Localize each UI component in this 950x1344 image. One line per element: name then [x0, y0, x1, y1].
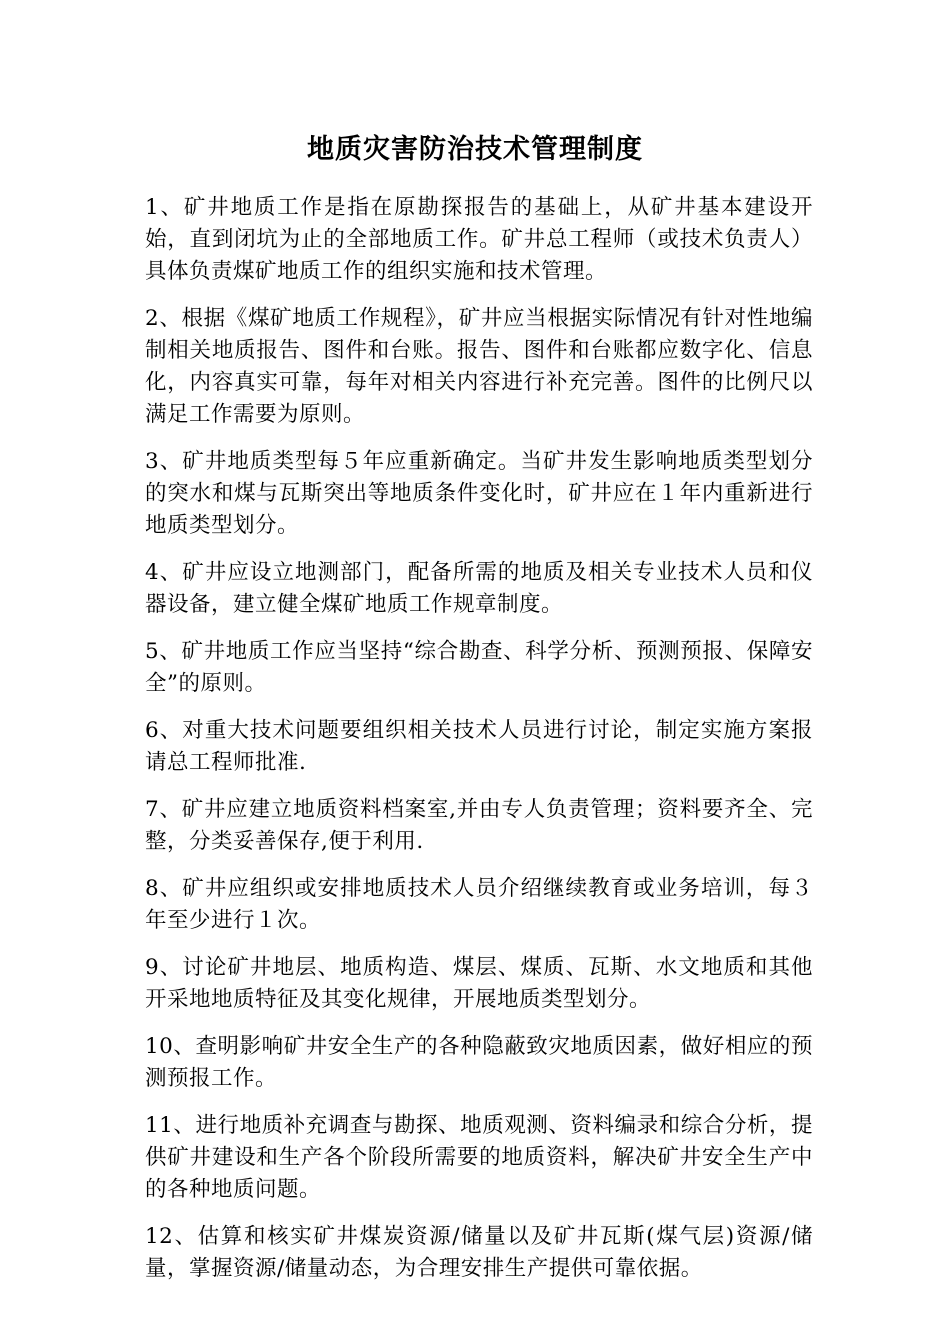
paragraph-6: 6、对重大技术问题要组织相关技术人员进行讨论，制定实施方案报请总工程师批准. — [145, 718, 813, 775]
paragraph-3: 3、矿井地质类型每５年应重新确定。当矿井发生影响地质类型划分的突水和煤与瓦斯突出等地质条件变化时，矿井应在１年内重新进行地质类型划分。 — [145, 449, 813, 538]
paragraph-8: 8、矿井应组织或安排地质技术人员介绍继续教育或业务培训，每３年至少进行１次。 — [145, 876, 813, 933]
paragraph-9: 9、讨论矿井地层、地质构造、煤层、煤质、瓦斯、水文地质和其他开采地地质特征及其变化规律，开展地质类型划分。 — [145, 955, 813, 1012]
paragraph-1: 1、矿井地质工作是指在原勘探报告的基础上，从矿井基本建设开始，直到闭坑为止的全部地质工作。矿井总工程师（或技术负责人）具体负责煤矿地质工作的组织实施和技术管理。 — [145, 195, 813, 284]
document-title: 地质灾害防治技术管理制度 — [307, 134, 643, 165]
paragraph-5: 5、矿井地质工作应当坚持“综合勘查、科学分析、预测预报、保障安全”的原则。 — [145, 639, 813, 696]
document-body — [145, 192, 813, 1300]
paragraph-2: 2、根据《煤矿地质工作规程》，矿井应当根据实际情况有针对性地编制相关地质报告、图件和台账。报告、图件和台账都应数字化、信息化，内容真实可靠，每年对相关内容进行补充完善。图件的比例尺以满足工作需要为原则。 — [145, 306, 813, 427]
paragraph-10: 10、查明影响矿井安全生产的各种隐蔽致灾地质因素，做好相应的预测预报工作。 — [145, 1034, 813, 1091]
paragraph-7: 7、矿井应建立地质资料档案室,并由专人负责管理；资料要齐全、完整，分类妥善保存,便于利用. — [145, 797, 813, 854]
paragraph-4: 4、矿井应设立地测部门，配备所需的地质及相关专业技术人员和仪器设备，建立健全煤矿地质工作规章制度。 — [145, 560, 813, 617]
paragraph-12: 12、估算和核实矿井煤炭资源/储量以及矿井瓦斯(煤气层)资源/储量，掌握资源/储量动态，为合理安排生产提供可靠依据。 — [145, 1224, 813, 1281]
paragraph-11: 11、进行地质补充调查与勘探、地质观测、资料编录和综合分析，提供矿井建设和生产各个阶段所需要的地质资料，解决矿井安全生产中的各种地质问题。 — [145, 1113, 813, 1202]
